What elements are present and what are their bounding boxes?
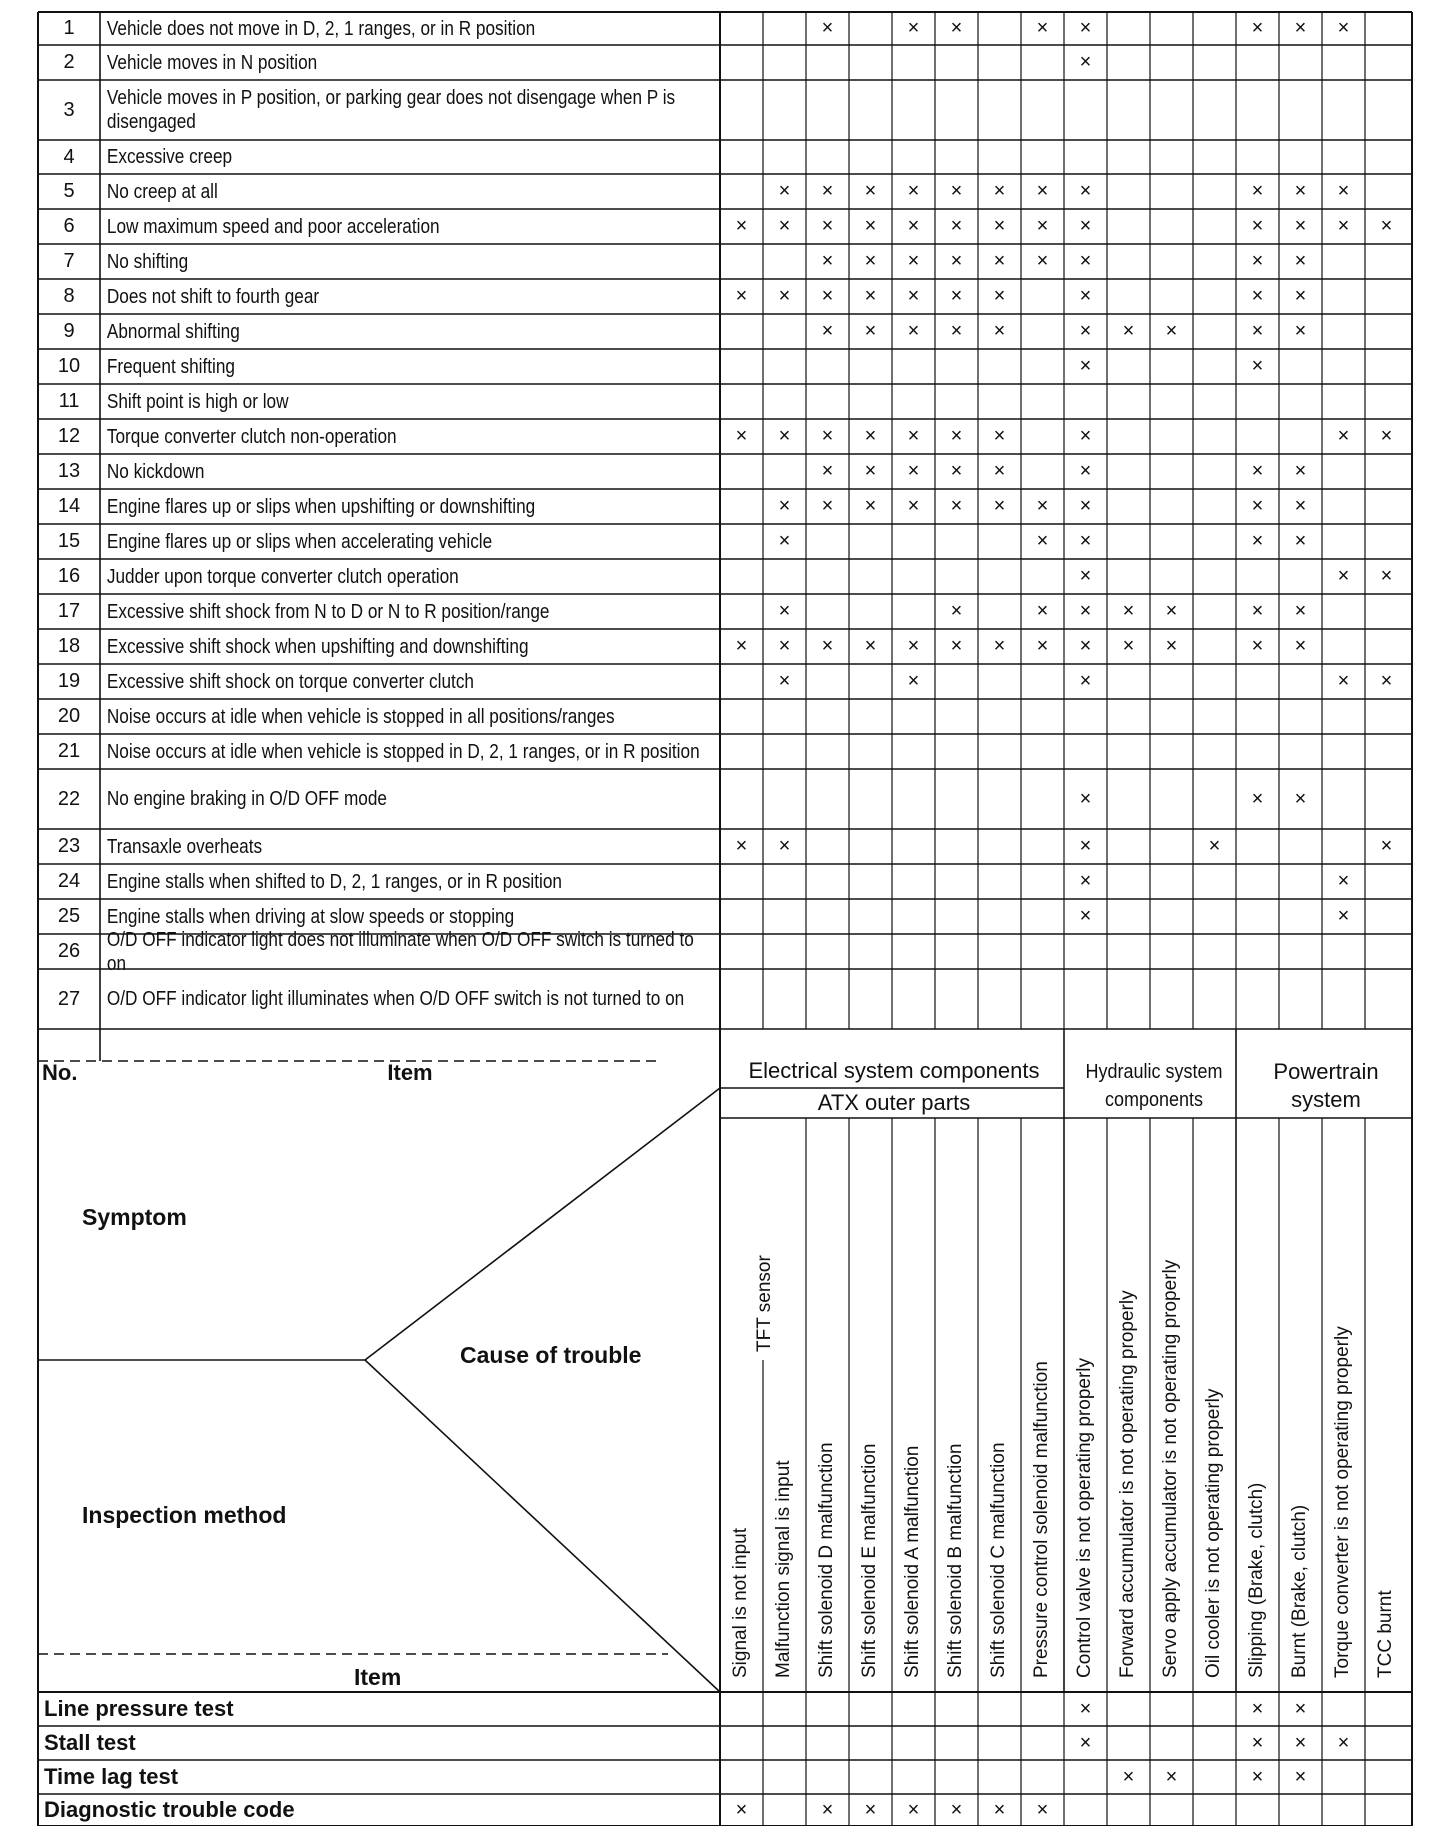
- symptom-number: 18: [57, 635, 81, 657]
- cause-mark: ×: [1251, 285, 1264, 307]
- cause-mark: ×: [1337, 565, 1350, 587]
- cause-mark: ×: [821, 495, 834, 517]
- symptom-number: 3: [63, 99, 75, 121]
- cause-mark: ×: [1036, 495, 1049, 517]
- cause-mark: ×: [1079, 425, 1092, 447]
- cause-mark: ×: [1380, 565, 1393, 587]
- symptom-text: Low maximum speed and poor acceleration: [106, 215, 440, 238]
- symptom-text: No creep at all: [106, 180, 218, 203]
- cause-mark: ×: [950, 17, 963, 39]
- symptom-number: 12: [57, 425, 81, 447]
- cause-mark: ×: [993, 425, 1006, 447]
- inspection-mark: ×: [1337, 1732, 1350, 1754]
- cause-mark: ×: [1380, 215, 1393, 237]
- cause-mark: ×: [1337, 215, 1350, 237]
- cause-mark: ×: [1079, 788, 1092, 810]
- cause-mark: ×: [950, 250, 963, 272]
- symptom-number: 26: [57, 940, 81, 962]
- symptom-label: Symptom: [82, 1204, 187, 1230]
- inspection-method-name: Diagnostic trouble code: [44, 1797, 295, 1822]
- cause-mark: ×: [1294, 788, 1307, 810]
- symptom-number: 9: [63, 320, 75, 342]
- cause-mark: ×: [907, 285, 920, 307]
- hydraulic-group-header: Hydraulic system components: [1085, 1061, 1223, 1111]
- cause-mark: ×: [1251, 17, 1264, 39]
- cause-mark: ×: [1294, 285, 1307, 307]
- cause-mark: ×: [907, 425, 920, 447]
- cause-mark: ×: [1208, 835, 1221, 857]
- cause-mark: ×: [950, 495, 963, 517]
- cause-mark: ×: [821, 425, 834, 447]
- cause-mark: ×: [1251, 215, 1264, 237]
- cause-mark: ×: [950, 635, 963, 657]
- inspection-method-label: Inspection method: [82, 1502, 287, 1528]
- cause-mark: ×: [1036, 17, 1049, 39]
- cause-mark: ×: [735, 285, 748, 307]
- cause-mark: ×: [1165, 320, 1178, 342]
- cause-mark: ×: [1079, 905, 1092, 927]
- symptom-text: Noise occurs at idle when vehicle is stopped in all positions/ranges: [106, 705, 615, 728]
- symptom-number: 25: [57, 905, 81, 927]
- inspection-method-name: Time lag test: [44, 1764, 179, 1789]
- symptom-number: 2: [63, 51, 75, 73]
- symptom-number: 27: [57, 988, 81, 1010]
- inspection-mark: ×: [1251, 1766, 1264, 1788]
- cause-mark: ×: [778, 495, 791, 517]
- cause-mark: ×: [1294, 530, 1307, 552]
- inspection-mark: ×: [1294, 1732, 1307, 1754]
- cause-mark: ×: [907, 250, 920, 272]
- cause-mark: ×: [821, 320, 834, 342]
- symptom-text: Noise occurs at idle when vehicle is stopped in D, 2, 1 ranges, or in R position: [106, 740, 700, 763]
- cause-mark: ×: [864, 425, 877, 447]
- atx-outer-header: ATX outer parts: [817, 1090, 971, 1115]
- cause-column-label: TCC burnt: [1375, 1590, 1396, 1678]
- symptom-text: Excessive shift shock on torque converter clutch: [106, 670, 474, 693]
- symptom-text: Vehicle moves in P position, or parking gear does not disengage when P is disengaged: [106, 87, 676, 133]
- cause-mark: ×: [1036, 250, 1049, 272]
- cause-mark: ×: [1294, 460, 1307, 482]
- symptom-number: 7: [63, 250, 75, 272]
- inspection-mark: ×: [1294, 1698, 1307, 1720]
- symptom-number: 21: [57, 740, 81, 762]
- symptom-number: 15: [57, 530, 81, 552]
- symptom-number: 22: [57, 788, 81, 810]
- electrical-group-header: Electrical system components: [748, 1058, 1040, 1083]
- cause-mark: ×: [1079, 180, 1092, 202]
- cause-mark: ×: [907, 670, 920, 692]
- cause-mark: ×: [950, 285, 963, 307]
- cause-mark: ×: [1079, 635, 1092, 657]
- item-label-bottom: Item: [354, 1664, 402, 1690]
- cause-mark: ×: [821, 180, 834, 202]
- symptom-number: 23: [57, 835, 81, 857]
- symptom-number: 5: [63, 180, 75, 202]
- cause-mark: ×: [864, 285, 877, 307]
- symptom-number: 14: [57, 495, 81, 517]
- symptom-number: 11: [58, 390, 80, 412]
- cause-mark: ×: [1079, 495, 1092, 517]
- cause-mark: ×: [1337, 17, 1350, 39]
- symptom-number: 10: [57, 355, 81, 377]
- inspection-mark: ×: [1036, 1799, 1049, 1821]
- cause-mark: ×: [993, 250, 1006, 272]
- cause-mark: ×: [864, 635, 877, 657]
- inspection-mark: ×: [1251, 1732, 1264, 1754]
- inspection-mark: ×: [907, 1799, 920, 1821]
- cause-mark: ×: [907, 320, 920, 342]
- inspection-method-name: Stall test: [44, 1730, 136, 1755]
- symptom-number: 1: [63, 17, 75, 39]
- cause-mark: ×: [993, 320, 1006, 342]
- cause-mark: ×: [778, 215, 791, 237]
- cause-column-label: Pressure control solenoid malfunction: [1031, 1361, 1052, 1678]
- cause-mark: ×: [735, 835, 748, 857]
- cause-mark: ×: [1079, 835, 1092, 857]
- cause-mark: ×: [1165, 600, 1178, 622]
- cause-mark: ×: [1036, 530, 1049, 552]
- cause-mark: ×: [907, 17, 920, 39]
- cause-mark: ×: [1122, 320, 1135, 342]
- cause-mark: ×: [821, 635, 834, 657]
- cause-mark: ×: [1036, 600, 1049, 622]
- symptom-number: 16: [57, 565, 81, 587]
- cause-mark: ×: [1079, 460, 1092, 482]
- cause-mark: ×: [1251, 460, 1264, 482]
- cause-mark: ×: [864, 215, 877, 237]
- cause-mark: ×: [1337, 670, 1350, 692]
- cause-mark: ×: [778, 425, 791, 447]
- symptom-text: No shifting: [106, 250, 189, 273]
- cause-column-label: Shift solenoid D malfunction: [816, 1442, 837, 1678]
- cause-mark: ×: [821, 460, 834, 482]
- cause-mark: ×: [907, 460, 920, 482]
- symptom-text: Shift point is high or low: [106, 390, 289, 413]
- cause-mark: ×: [1251, 635, 1264, 657]
- cause-column-label: Slipping (Brake, clutch): [1246, 1482, 1267, 1678]
- symptom-number: 4: [63, 146, 75, 168]
- item-header: Item: [387, 1060, 433, 1085]
- symptom-text: Excessive shift shock from N to D or N to R position/range: [106, 600, 550, 623]
- cause-mark: ×: [907, 215, 920, 237]
- cause-mark: ×: [1079, 320, 1092, 342]
- cause-mark: ×: [735, 635, 748, 657]
- cause-mark: ×: [821, 250, 834, 272]
- cause-mark: ×: [907, 180, 920, 202]
- symptom-text: Excessive creep: [106, 146, 233, 168]
- cause-mark: ×: [1294, 215, 1307, 237]
- cause-mark: ×: [907, 495, 920, 517]
- cause-of-trouble-label: Cause of trouble: [460, 1342, 642, 1368]
- symptom-text: O/D OFF indicator light does not illuminate when O/D OFF switch is turned to on: [106, 928, 694, 975]
- inspection-mark: ×: [1122, 1766, 1135, 1788]
- cause-column-label: Control valve is not operating properly: [1074, 1357, 1095, 1678]
- cause-mark: ×: [1337, 905, 1350, 927]
- symptom-text: Engine flares up or slips when upshifting or downshifting: [106, 495, 536, 518]
- cause-column-label: Shift solenoid C malfunction: [988, 1442, 1009, 1678]
- symptom-text: No kickdown: [106, 460, 205, 483]
- cause-mark: ×: [1294, 320, 1307, 342]
- symptom-text: Does not shift to fourth gear: [106, 285, 320, 308]
- cause-mark: ×: [993, 460, 1006, 482]
- cause-mark: ×: [1165, 635, 1178, 657]
- symptom-number: 6: [63, 215, 75, 237]
- inspection-mark: ×: [1251, 1698, 1264, 1720]
- cause-mark: ×: [1079, 600, 1092, 622]
- symptom-text: Frequent shifting: [106, 355, 236, 378]
- cause-mark: ×: [1294, 495, 1307, 517]
- cause-mark: ×: [1294, 250, 1307, 272]
- cause-column-label: Burnt (Brake, clutch): [1289, 1504, 1310, 1678]
- symptom-text: Excessive shift shock when upshifting and downshifting: [106, 635, 529, 658]
- cause-column-label: Shift solenoid B malfunction: [945, 1443, 966, 1678]
- symptom-text: O/D OFF indicator light illuminates when O/D OFF switch is not turned to on: [106, 988, 685, 1010]
- inspection-mark: ×: [950, 1799, 963, 1821]
- cause-mark: ×: [993, 285, 1006, 307]
- cause-mark: ×: [1122, 635, 1135, 657]
- cause-column-label: Servo apply accumulator is not operating properly: [1160, 1259, 1181, 1678]
- cause-mark: ×: [1251, 788, 1264, 810]
- powertrain-group-header: Powertrain system: [1273, 1059, 1379, 1112]
- cause-mark: ×: [778, 600, 791, 622]
- cause-mark: ×: [1337, 870, 1350, 892]
- inspection-mark: ×: [1079, 1698, 1092, 1720]
- inspection-mark: ×: [993, 1799, 1006, 1821]
- symptom-text: Engine flares up or slips when accelerating vehicle: [106, 530, 493, 553]
- inspection-mark: ×: [864, 1799, 877, 1821]
- cause-mark: ×: [1251, 600, 1264, 622]
- symptom-text: Engine stalls when shifted to D, 2, 1 ranges, or in R position: [106, 870, 562, 893]
- symptom-text: Vehicle does not move in D, 2, 1 ranges, or in R position: [106, 17, 536, 40]
- symptom-number: 17: [57, 600, 81, 622]
- cause-mark: ×: [1251, 495, 1264, 517]
- inspection-mark: ×: [821, 1799, 834, 1821]
- cause-mark: ×: [1380, 425, 1393, 447]
- cause-mark: ×: [1251, 530, 1264, 552]
- symptom-text: Abnormal shifting: [106, 320, 240, 343]
- cause-mark: ×: [821, 285, 834, 307]
- cause-mark: ×: [864, 320, 877, 342]
- cause-mark: ×: [1079, 17, 1092, 39]
- symptom-text: Engine stalls when driving at slow speeds or stopping: [106, 905, 515, 928]
- symptom-number: 24: [57, 870, 81, 892]
- cause-mark: ×: [1079, 355, 1092, 377]
- cause-column-label: Shift solenoid A malfunction: [902, 1445, 923, 1678]
- inspection-mark: ×: [1294, 1766, 1307, 1788]
- cause-mark: ×: [778, 530, 791, 552]
- cause-mark: ×: [1079, 215, 1092, 237]
- cause-mark: ×: [1294, 17, 1307, 39]
- cause-mark: ×: [1337, 425, 1350, 447]
- cause-mark: ×: [1380, 835, 1393, 857]
- inspection-method-name: Line pressure test: [44, 1696, 234, 1721]
- symptom-text: Judder upon torque converter clutch operation: [106, 565, 459, 588]
- cause-mark: ×: [1079, 250, 1092, 272]
- symptom-number: 13: [57, 460, 81, 482]
- symptom-number: 19: [57, 670, 81, 692]
- cause-mark: ×: [1122, 600, 1135, 622]
- cause-mark: ×: [1294, 600, 1307, 622]
- cause-mark: ×: [864, 495, 877, 517]
- cause-mark: ×: [735, 215, 748, 237]
- cause-mark: ×: [1251, 250, 1264, 272]
- cause-mark: ×: [864, 250, 877, 272]
- cause-mark: ×: [1294, 635, 1307, 657]
- no-header: No.: [42, 1060, 78, 1085]
- cause-mark: ×: [1079, 530, 1092, 552]
- symptom-text: Torque converter clutch non-operation: [106, 425, 397, 448]
- cause-mark: ×: [778, 180, 791, 202]
- symptom-number: 8: [63, 285, 75, 307]
- cause-mark: ×: [1251, 320, 1264, 342]
- cause-mark: ×: [993, 180, 1006, 202]
- cause-mark: ×: [950, 215, 963, 237]
- cause-mark: ×: [778, 670, 791, 692]
- inspection-mark: ×: [735, 1799, 748, 1821]
- cause-mark: ×: [864, 180, 877, 202]
- cause-mark: ×: [821, 215, 834, 237]
- cause-mark: ×: [950, 180, 963, 202]
- cause-column-label: Malfunction signal is input: [773, 1460, 794, 1678]
- cause-mark: ×: [778, 635, 791, 657]
- cause-column-label: Torque converter is not operating properly: [1332, 1326, 1353, 1678]
- symptom-number: 20: [57, 705, 81, 727]
- cause-mark: ×: [993, 635, 1006, 657]
- cause-mark: ×: [1036, 180, 1049, 202]
- cause-mark: ×: [1337, 180, 1350, 202]
- cause-mark: ×: [1079, 51, 1092, 73]
- cause-mark: ×: [1036, 635, 1049, 657]
- cause-mark: ×: [1079, 670, 1092, 692]
- tft-sensor-label: TFT sensor: [754, 1255, 775, 1352]
- cause-column-label: Oil cooler is not operating properly: [1203, 1388, 1224, 1678]
- cause-column-label: Shift solenoid E malfunction: [859, 1443, 880, 1678]
- cause-mark: ×: [735, 425, 748, 447]
- cause-mark: ×: [1294, 180, 1307, 202]
- symptom-text: Transaxle overheats: [106, 835, 263, 858]
- cause-mark: ×: [950, 425, 963, 447]
- cause-mark: ×: [821, 17, 834, 39]
- cause-mark: ×: [950, 460, 963, 482]
- cause-mark: ×: [993, 495, 1006, 517]
- cause-mark: ×: [1380, 670, 1393, 692]
- cause-mark: ×: [1079, 285, 1092, 307]
- cause-mark: ×: [1079, 870, 1092, 892]
- cause-column-label: Forward accumulator is not operating properly: [1117, 1290, 1138, 1678]
- cause-column-label: Signal is not input: [730, 1528, 751, 1678]
- cause-mark: ×: [778, 835, 791, 857]
- symptom-text: No engine braking in O/D OFF mode: [106, 788, 387, 810]
- cause-mark: ×: [950, 320, 963, 342]
- inspection-mark: ×: [1079, 1732, 1092, 1754]
- cause-mark: ×: [950, 600, 963, 622]
- cause-mark: ×: [993, 215, 1006, 237]
- cause-mark: ×: [864, 460, 877, 482]
- cause-mark: ×: [778, 285, 791, 307]
- cause-mark: ×: [1251, 355, 1264, 377]
- cause-mark: ×: [1036, 215, 1049, 237]
- inspection-mark: ×: [1165, 1766, 1178, 1788]
- cause-mark: ×: [907, 635, 920, 657]
- cause-mark: ×: [1079, 565, 1092, 587]
- symptom-text: Vehicle moves in N position: [106, 51, 318, 74]
- cause-mark: ×: [1251, 180, 1264, 202]
